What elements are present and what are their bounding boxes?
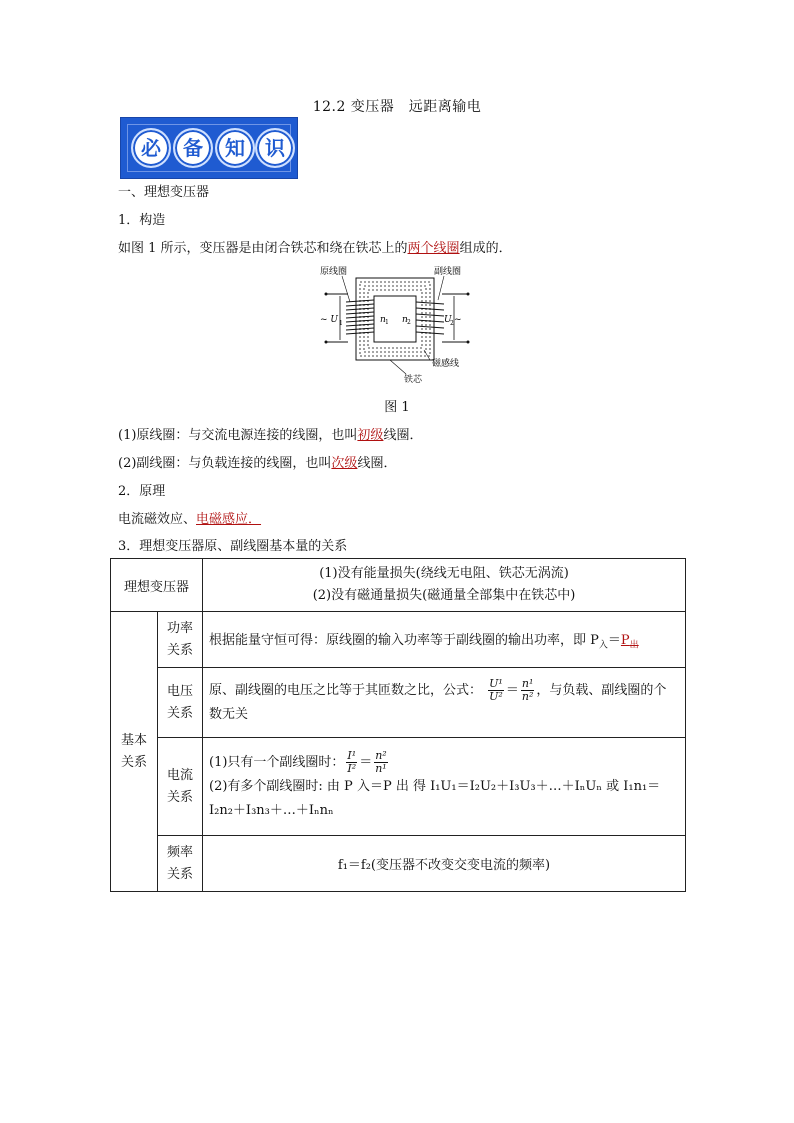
- paragraph-structure: 如图 1 所示，变压器是由闭合铁芯和绕在铁芯上的两个线圈组成的．: [118, 241, 512, 256]
- highlight-induction: 电磁感应．: [196, 512, 262, 527]
- label-u1: ~ U: [320, 315, 338, 325]
- table-head-conditions: (1)没有能量损失(绕线无电阻、铁芯无涡流) (2)没有磁通量损失(磁通量全部集中在铁芯中): [203, 559, 686, 612]
- highlight-secondary: 次级: [331, 456, 358, 471]
- highlight-two-coils: 两个线圈: [407, 241, 460, 256]
- banner-char-1: 必: [131, 128, 171, 168]
- highlight-primary: 初级: [357, 428, 384, 443]
- figure-caption: 图 1: [384, 400, 410, 415]
- row-frequency-text: f₁＝f₂(变压器不改变交变电流的频率): [203, 836, 686, 892]
- row-label-current: 电流 关系: [158, 738, 203, 836]
- banner-char-3: 知: [215, 128, 255, 168]
- row-label-power: 功率 关系: [158, 612, 203, 668]
- table-head-label: 理想变压器: [111, 559, 203, 612]
- current-fraction-right: $\frac{\text{n²}}{\text{n¹}}$: [375, 749, 387, 775]
- row-current-text: (1)只有一个副线圈时： $\frac{\text{I¹}}{\text{I²}}$ ＝ $\frac{\text{n²}}{\text{n¹}}$ (2)有多个副线圈时: 由 P 入＝P 出 得 I₁U₁＝I₂U₂＋I₃U₃＋…＋IₙUₙ 或 I₁n₁＝I₂n₂＋I₃n₃＋…＋Iₙnₙ: [203, 738, 686, 836]
- banner-char-2: 备: [173, 128, 213, 168]
- voltage-fraction-right: $\frac{\text{n¹}}{\text{n²}}$: [521, 677, 534, 703]
- relations-table: [110, 558, 686, 892]
- table-group-label: 基本 关系: [111, 612, 158, 892]
- row-label-frequency: 频率 关系: [158, 836, 203, 892]
- page-title: 12.2 变压器 远距离输电: [312, 99, 482, 115]
- subheading-principle: 2．原理: [118, 484, 166, 499]
- label-n1: n: [380, 315, 386, 325]
- row-label-voltage: 电压 关系: [158, 668, 203, 738]
- paragraph-secondary-coil: (2)副线圈：与负载连接的线圈，也叫次级线圈．: [118, 456, 397, 471]
- section-heading-1: 一、理想变压器: [118, 185, 210, 200]
- transformer-figure: [318, 262, 478, 388]
- subheading-structure: 1．构造: [118, 213, 166, 228]
- banner-char-4: 识: [255, 128, 295, 168]
- label-n2: n: [402, 315, 408, 325]
- svg-text:~: ~: [454, 315, 462, 325]
- voltage-fraction-left: $\frac{\text{U¹}}{\text{U²}}$: [489, 677, 503, 703]
- svg-text:1: 1: [339, 320, 343, 327]
- label-primary: 原线圈: [320, 267, 348, 277]
- current-fraction-left: $\frac{\text{I¹}}{\text{I²}}$: [347, 749, 357, 775]
- svg-text:1: 1: [385, 319, 389, 326]
- subheading-relations: 3．理想变压器原、副线圈基本量的关系: [118, 539, 348, 554]
- label-core: 铁芯: [404, 375, 423, 385]
- svg-text:2: 2: [450, 320, 454, 327]
- section-banner: [120, 117, 298, 179]
- label-flux: 磁感线: [432, 359, 460, 369]
- paragraph-primary-coil: (1)原线圈：与交流电源连接的线圈，也叫初级线圈．: [118, 428, 423, 443]
- svg-text:2: 2: [407, 319, 411, 326]
- paragraph-principle: 电流磁效应、电磁感应．: [118, 512, 262, 527]
- label-u2: U: [444, 315, 452, 325]
- row-power-text: 根据能量守恒可得：原线圈的输入功率等于副线圈的输出功率，即 $P_入=P_出$: [203, 612, 686, 668]
- row-voltage-text: 原、副线圈的电压之比等于其匝数之比，公式： $\frac{\text{U¹}}{\text{U²}}$ ＝ $\frac{\text{n¹}}{\text{n²}}$ ，与负载、副线圈的个数无关: [203, 668, 686, 738]
- label-secondary: 副线圈: [434, 267, 462, 277]
